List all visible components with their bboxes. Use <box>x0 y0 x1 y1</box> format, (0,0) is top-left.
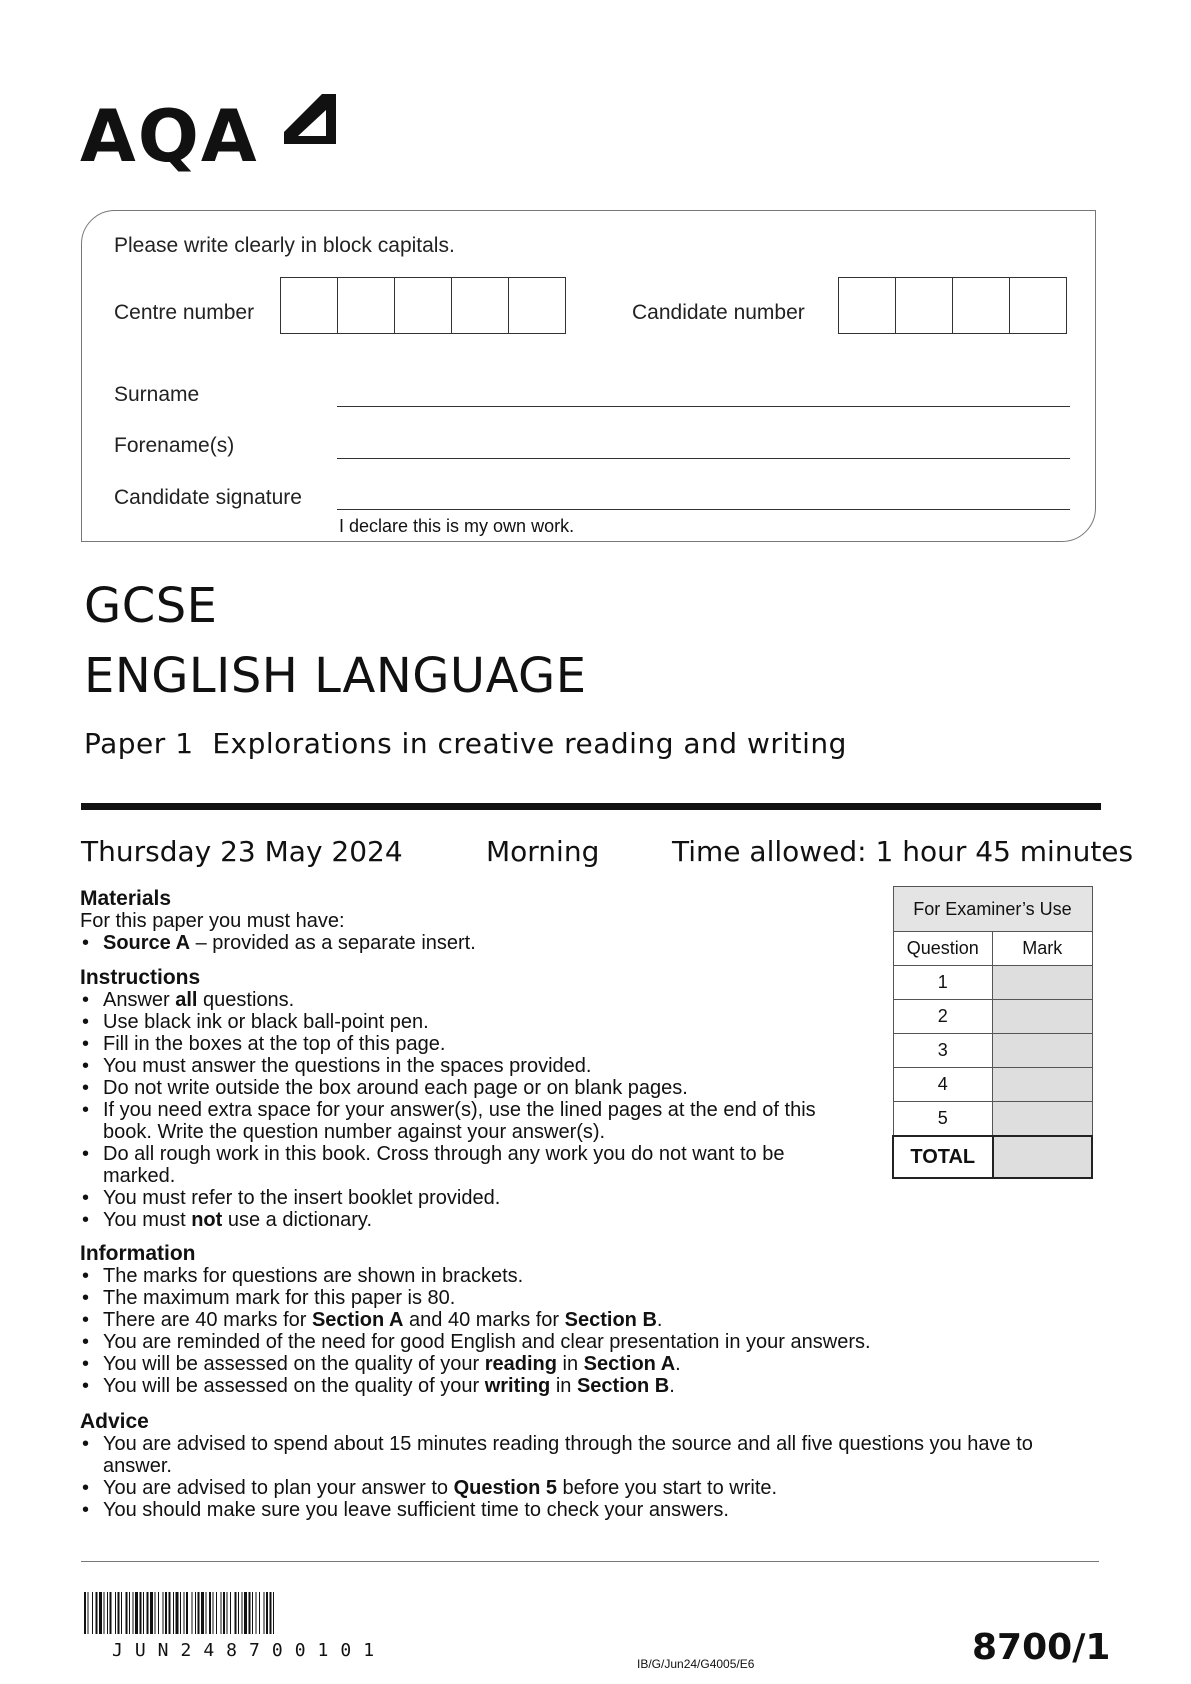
surname-label: Surname <box>114 383 200 406</box>
candidate-number-field[interactable] <box>838 277 1067 334</box>
examiner-use-table <box>892 886 1093 1179</box>
time-allowed: Time allowed: 1 hour 45 minutes <box>672 835 1134 868</box>
list-item: • Source A – provided as a separate insert. <box>80 932 860 954</box>
question-number: 2 <box>893 1000 993 1034</box>
list-item: • Use black ink or black ball-point pen. <box>80 1011 860 1033</box>
list-item: • You are advised to plan your answer to Question 5 before you start to write. <box>80 1477 1100 1499</box>
block-capitals-instruction: Please write clearly in block capitals. <box>114 234 455 257</box>
mark-cell[interactable] <box>993 1000 1093 1034</box>
mark-cell[interactable] <box>993 1102 1093 1137</box>
centre-number-digit[interactable] <box>281 278 338 333</box>
mark-cell[interactable] <box>993 1034 1093 1068</box>
title-divider <box>81 803 1101 810</box>
aqa-leaf-logo-icon <box>282 92 338 148</box>
question-column-header: Question <box>893 932 993 966</box>
barcode-icon <box>84 1592 474 1634</box>
list-item: • Do all rough work in this book. Cross through any work you do not want to be marked. <box>80 1143 858 1187</box>
candidate-number-label: Candidate number <box>632 301 805 324</box>
aqa-logo: AQA <box>80 94 259 178</box>
qualification-title: GCSE <box>84 578 218 634</box>
footer-divider <box>81 1561 1099 1562</box>
table-row <box>893 1034 1092 1068</box>
candidate-number-digit[interactable] <box>1010 278 1066 333</box>
candidate-number-digit[interactable] <box>896 278 953 333</box>
list-item: • You must not use a dictionary. <box>80 1209 860 1231</box>
paper-code: 8700/1 <box>972 1627 1111 1668</box>
declaration-text: I declare this is my own work. <box>339 516 575 536</box>
list-item: • There are 40 marks for Section A and 40 marks for Section B. <box>80 1309 1100 1331</box>
materials-intro: For this paper you must have: <box>80 910 345 932</box>
mark-cell[interactable] <box>993 1068 1093 1102</box>
list-item: • You will be assessed on the quality of your writing in Section B. <box>80 1375 1100 1397</box>
centre-number-digit[interactable] <box>395 278 452 333</box>
candidate-number-digit[interactable] <box>953 278 1010 333</box>
instructions-section <box>80 967 860 1231</box>
list-item: • You are advised to spend about 15 minutes reading through the source and all five questions you have to answer. <box>80 1433 1088 1477</box>
total-row <box>893 1136 1092 1178</box>
list-item: • You must answer the questions in the spaces provided. <box>80 1055 860 1077</box>
list-item: • Do not write outside the box around each page or on blank pages. <box>80 1077 860 1099</box>
list-item: • Answer all questions. <box>80 989 860 1011</box>
candidate-number-digit[interactable] <box>839 278 896 333</box>
centre-number-field[interactable] <box>280 277 566 334</box>
list-item: • You will be assessed on the quality of your reading in Section A. <box>80 1353 1100 1375</box>
list-item: • If you need extra space for your answer(s), use the lined pages at the end of this book. Write the question number against your answer(s). <box>80 1099 858 1143</box>
mark-column-header: Mark <box>993 932 1093 966</box>
table-row <box>893 1102 1092 1137</box>
exam-date: Thursday 23 May 2024 <box>81 835 403 868</box>
list-item: • The marks for questions are shown in brackets. <box>80 1265 1100 1287</box>
subject-title: ENGLISH LANGUAGE <box>84 648 587 704</box>
question-number: 4 <box>893 1068 993 1102</box>
list-item: • You are reminded of the need for good English and clear presentation in your answers. <box>80 1331 1100 1353</box>
exam-session: Morning <box>486 835 600 868</box>
paper-title: Paper 1 Explorations in creative reading and writing <box>84 727 847 760</box>
examiner-use-title: For Examiner’s Use <box>893 887 1092 932</box>
materials-section <box>80 888 860 954</box>
list-item: • Fill in the boxes at the top of this page. <box>80 1033 860 1055</box>
materials-heading: Materials <box>80 887 172 910</box>
total-label: TOTAL <box>893 1136 993 1178</box>
list-item: • The maximum mark for this paper is 80. <box>80 1287 1100 1309</box>
question-number: 5 <box>893 1102 993 1137</box>
information-heading: Information <box>80 1242 196 1265</box>
list-item: • You must refer to the insert booklet provided. <box>80 1187 860 1209</box>
signature-label: Candidate signature <box>114 486 302 509</box>
question-number: 1 <box>893 966 993 1000</box>
signature-field[interactable] <box>337 509 1070 510</box>
advice-heading: Advice <box>80 1410 149 1433</box>
centre-number-digit[interactable] <box>338 278 395 333</box>
mark-cell[interactable] <box>993 966 1093 1000</box>
table-row <box>893 1000 1092 1034</box>
barcode-text: JUN248700101 <box>112 1640 387 1661</box>
question-number: 3 <box>893 1034 993 1068</box>
table-row <box>893 1068 1092 1102</box>
surname-field[interactable] <box>337 406 1070 407</box>
centre-number-digit[interactable] <box>509 278 565 333</box>
document-reference: IB/G/Jun24/G4005/E6 <box>637 1657 755 1671</box>
list-item: • You should make sure you leave sufficient time to check your answers. <box>80 1499 1100 1521</box>
forename-field[interactable] <box>337 458 1070 459</box>
centre-number-digit[interactable] <box>452 278 509 333</box>
centre-number-label: Centre number <box>114 301 255 324</box>
information-section <box>80 1243 1100 1397</box>
instructions-heading: Instructions <box>80 966 201 989</box>
total-mark-cell[interactable] <box>993 1136 1093 1178</box>
forename-label: Forename(s) <box>114 434 235 457</box>
advice-section <box>80 1411 1100 1521</box>
table-row <box>893 966 1092 1000</box>
